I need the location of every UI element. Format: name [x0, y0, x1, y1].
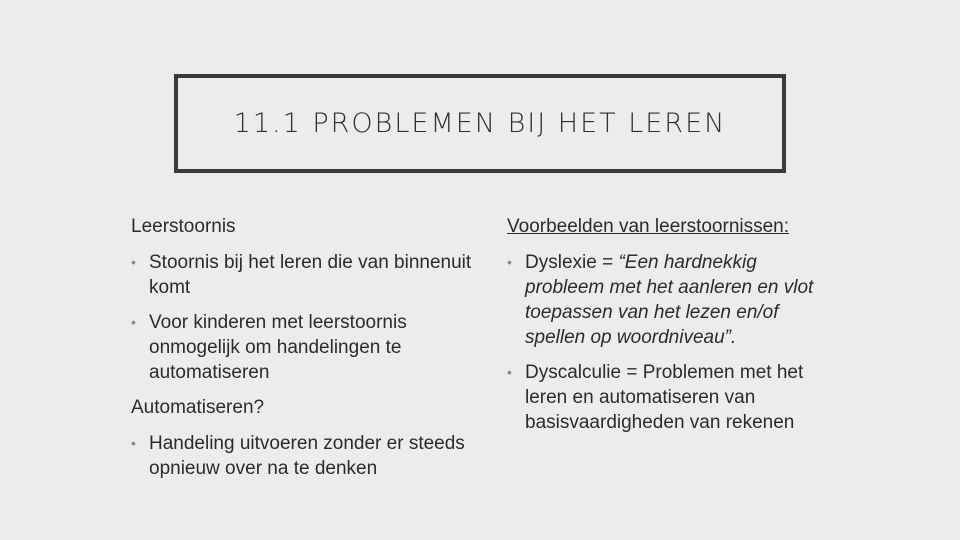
list-item: • Handeling uitvoeren zonder er steeds opnieuw over na te denken: [131, 433, 465, 479]
right-column: [507, 214, 837, 445]
list-item-dyscalculie: • Dyscalculie = Problemen met het leren en automatiseren van basisvaardigheden van rekenen: [507, 362, 804, 433]
heading-voorbeelden: Voorbeelden van leerstoornissen:: [507, 216, 790, 237]
leerstoornis-list: [131, 250, 476, 385]
list-item: • Stoornis bij het leren die van binnenuit komt: [131, 252, 472, 298]
bullet-icon: •: [131, 435, 136, 451]
voorbeelden-list: [507, 250, 837, 435]
title-box: [174, 74, 786, 173]
list-item-dyslexie: • Dyslexie = “Een hardnekkig probleem met het aanleren en vlot toepassen van het lezen en/of spellen op woordniveau”.: [507, 252, 814, 348]
bullet-icon: •: [131, 314, 136, 330]
bullet-icon: •: [131, 254, 136, 270]
automatiseren-list: [131, 431, 476, 481]
bullet-icon: •: [507, 254, 512, 270]
page-title: 11.1 PROBLEMEN BIJ HET LEREN: [233, 108, 727, 139]
bullet-icon: •: [507, 364, 512, 380]
heading-automatiseren: Automatiseren?: [131, 397, 265, 418]
heading-leerstoornis: Leerstoornis: [131, 216, 236, 237]
left-column: [131, 214, 476, 491]
list-item: • Voor kinderen met leerstoornis onmogelijk om handelingen te automatiseren: [131, 312, 407, 383]
